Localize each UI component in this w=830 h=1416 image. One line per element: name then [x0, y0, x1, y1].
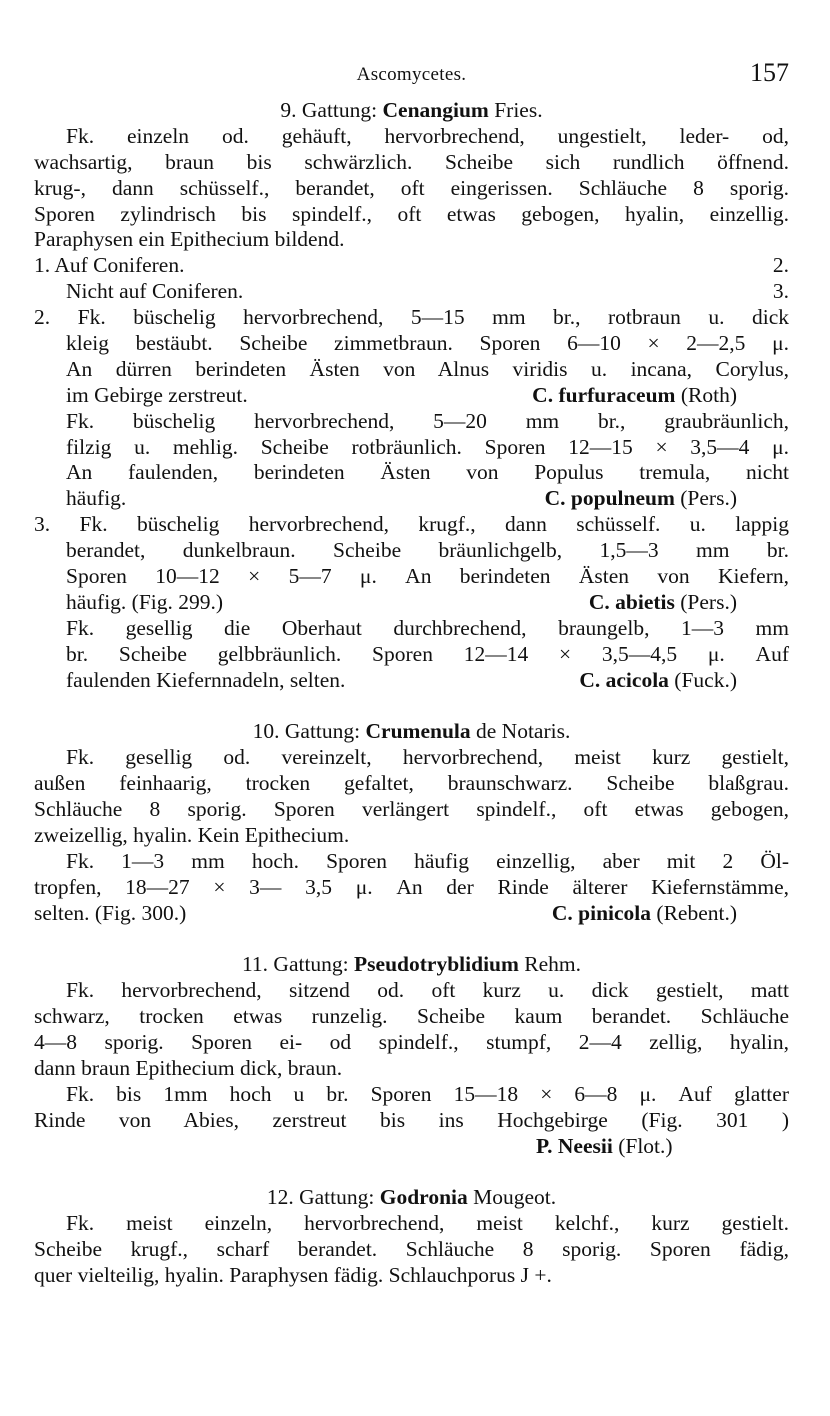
genus-number: 10. Gattung: — [252, 719, 366, 744]
text-line: zweizellig, hyalin. Kein Epithecium. — [34, 822, 350, 847]
genus-heading — [34, 952, 789, 978]
species-text: häufig. (Fig. 299.) — [66, 589, 224, 614]
genus-name: Crumenula — [365, 719, 471, 744]
species-name: P. Neesii — [536, 1133, 613, 1158]
text-line: wachsartig, braun bis schwärzlich. Scheibe sich rundlich öffnend. — [34, 149, 789, 174]
species-text: im Gebirge zerstreut. — [66, 382, 248, 407]
text-line: Fk. büschelig hervorbrechend, 5—20 mm br., graubräunlich, — [66, 408, 789, 433]
species-line — [34, 383, 789, 409]
text-line: 3. Fk. büschelig hervorbrechend, krugf., dann schüsself. u. lappig — [34, 512, 789, 537]
genus-author: Mougeot. — [467, 1185, 557, 1210]
genus-name: Pseudotryblidium — [354, 952, 519, 977]
species-author: (Flot.) — [618, 1133, 673, 1158]
text-line: krug-, dann schüsself., berandet, oft eingerissen. Schläuche 8 sporig. — [34, 175, 789, 200]
genus-number: 9. Gattung: — [280, 98, 383, 122]
text-line: Sporen 10—12 × 5—7 μ. An berindeten Ästen von Kiefern, — [66, 564, 789, 589]
text-line: Rinde von Abies, zerstreut bis ins Hochgebirge (Fig. 301 ) — [34, 1107, 789, 1132]
species-line — [34, 1134, 789, 1160]
species-author: (Pers.) — [680, 486, 737, 511]
key-target: 3. — [772, 279, 789, 304]
species-name: C. acicola — [579, 667, 669, 692]
species-line — [34, 486, 789, 512]
species-label — [579, 668, 737, 694]
species-name: C. abietis — [588, 589, 675, 614]
text-line: Fk. bis 1mm hoch u br. Sporen 15—18 × 6—8 μ. Auf glatter — [66, 1081, 789, 1106]
text-line: 4—8 sporig. Sporen ei- od spindelf., stumpf, 2—4 zellig, hyalin, — [34, 1030, 789, 1055]
text-line: br. Scheibe gelbbräunlich. Sporen 12—14 × 3,5—4,5 μ. Auf — [66, 641, 789, 666]
genus-name: Godronia — [379, 1185, 468, 1210]
key-text: Nicht auf Coniferen. — [66, 279, 244, 304]
genus-heading — [34, 1185, 789, 1211]
section-gap — [34, 1160, 789, 1186]
genus-heading — [34, 719, 789, 745]
key-line — [34, 253, 789, 279]
page-header — [34, 58, 789, 98]
species-label — [545, 486, 737, 512]
text-line: quer vielteilig, hyalin. Paraphysen fädig. Schlauchporus J +. — [34, 1263, 552, 1288]
text-line: 2. Fk. büschelig hervorbrechend, 5—15 mm br., rotbraun u. dick — [34, 305, 789, 330]
genus-number: 11. Gattung: — [241, 952, 355, 977]
text-line: Fk. gesellig die Oberhaut durchbrechend, braungelb, 1—3 mm — [66, 615, 789, 640]
species-line — [34, 590, 789, 616]
page-body — [34, 98, 789, 1289]
species-text: häufig. — [66, 486, 127, 511]
text-line: Fk. gesellig od. vereinzelt, hervorbrechend, meist kurz gestielt, — [66, 745, 789, 770]
text-line: berandet, dunkelbraun. Scheibe bräunlichgelb, 1,5—3 mm br. — [66, 538, 789, 563]
species-line — [34, 901, 789, 927]
text-line: außen feinhaarig, trocken gefaltet, braunschwarz. Scheibe blaßgrau. — [34, 771, 789, 796]
text-line: Fk. meist einzeln, hervorbrechend, meist kelchf., kurz gestielt. — [66, 1211, 789, 1236]
running-head: Ascomycetes. — [356, 64, 467, 85]
text-line: kleig bestäubt. Scheibe zimmetbraun. Sporen 6—10 × 2—2,5 μ. — [66, 331, 789, 356]
page — [34, 58, 789, 1289]
key-text: 1. Auf Coniferen. — [34, 253, 185, 278]
species-text: faulenden Kiefernnadeln, selten. — [66, 667, 346, 692]
species-name: C. furfuraceum — [532, 382, 676, 407]
species-name: C. populneum — [544, 486, 675, 511]
genus-heading — [34, 98, 789, 124]
text-line: Paraphysen ein Epithecium bildend. — [34, 227, 345, 252]
genus-author: de Notaris. — [470, 719, 571, 744]
species-author: (Rebent.) — [656, 900, 737, 925]
species-text: selten. (Fig. 300.) — [34, 900, 187, 925]
species-author: (Roth) — [680, 382, 737, 407]
text-line: schwarz, trocken etwas runzelig. Scheibe kaum berandet. Schläuche — [34, 1004, 789, 1029]
species-label — [589, 590, 737, 616]
text-line: tropfen, 18—27 × 3— 3,5 μ. An der Rinde älterer Kiefernstämme, — [34, 874, 789, 899]
genus-author: Fries. — [488, 98, 543, 122]
text-line: Sporen zylindrisch bis spindelf., oft etwas gebogen, hyalin, einzellig. — [34, 201, 789, 226]
species-author: (Fuck.) — [674, 667, 737, 692]
species-label — [532, 383, 737, 409]
species-author: (Pers.) — [680, 589, 737, 614]
text-line: Fk. 1—3 mm hoch. Sporen häufig einzellig, aber mit 2 Öl- — [66, 848, 789, 873]
species-label — [552, 901, 737, 927]
text-line: filzig u. mehlig. Scheibe rotbräunlich. Sporen 12—15 × 3,5—4 μ. — [66, 434, 789, 459]
text-line: Scheibe krugf., scharf berandet. Schläuche 8 sporig. Sporen fädig, — [34, 1237, 789, 1262]
species-name: C. pinicola — [551, 900, 652, 925]
text-line: An dürren berindeten Ästen von Alnus viridis u. incana, Corylus, — [66, 356, 789, 381]
species-line — [34, 668, 789, 694]
section-gap — [34, 927, 789, 953]
text-line: Schläuche 8 sporig. Sporen verlängert spindelf., oft etwas gebogen, — [34, 797, 789, 822]
text-line: dann braun Epithecium dick, braun. — [34, 1055, 343, 1080]
genus-name: Cenangium — [382, 98, 489, 122]
text-line: Fk. einzeln od. gehäuft, hervorbrechend, ungestielt, leder- od, — [66, 123, 789, 148]
section-gap — [34, 693, 789, 719]
page-number: 157 — [750, 58, 789, 87]
key-target: 2. — [772, 253, 789, 278]
genus-author: Rehm. — [518, 952, 582, 977]
text-line: An faulenden, berindeten Ästen von Populus tremula, nicht — [66, 460, 789, 485]
text-line: Fk. hervorbrechend, sitzend od. oft kurz u. dick gestielt, matt — [66, 978, 789, 1003]
genus-number: 12. Gattung: — [266, 1185, 380, 1210]
key-line — [34, 279, 789, 305]
